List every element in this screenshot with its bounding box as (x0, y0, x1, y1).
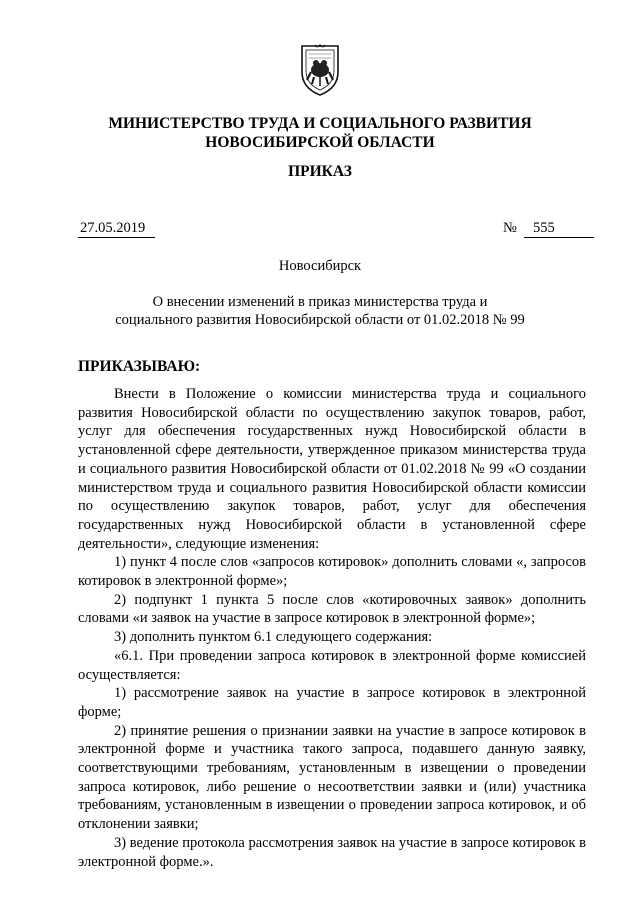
paragraph: 1) рассмотрение заявок на участие в запросе котировок в электронной форме; (78, 685, 586, 720)
city: Новосибирск (278, 258, 362, 274)
paragraph: 2) подпункт 1 пункта 5 после слов «котировочных заявок» дополнить словами «и заявок на участие в запросе котировок в электронной форме»; (78, 591, 586, 627)
document-subject (0, 293, 640, 329)
ministry-name-line1: МИНИСТЕРСТВО ТРУДА И СОЦИАЛЬНОГО РАЗВИТИЯ (108, 115, 532, 132)
document-date: 27.05.2019 (78, 219, 155, 238)
paragraph: 3) ведение протокола рассмотрения заявок на участие в запросе котировок в электронной форме.». (78, 834, 586, 870)
paragraph: «6.1. При проведении запроса котировок в электронной форме комиссией осуществляется: (78, 647, 586, 683)
paragraph: Внести в Положение о комиссии министерства труда и социального развития Новосибирской области по осуществлению закупок товаров, работ, услуг для обеспечения государственных нужд Новосибирской области в установленной сфере деятельности, утвержденное приказом министерства труда и социального развития Новосибирской области от 01.02.2018 № 99 «О создании министерством труда и социального развития Новосибирской области комиссии по осуществлению закупок товаров, работ, услуг для обеспечения государственных нужд Новосибирской области в установленной сфере деятельности», следующие изменения: (78, 386, 586, 552)
ministry-name (0, 114, 640, 152)
order-word: ПРИКАЗЫВАЮ: (78, 358, 201, 375)
number-label: № (503, 220, 517, 236)
paragraph: 1) пункт 4 после слов «запросов котировок» дополнить словами «, запросов котировок в электронной форме»; (78, 554, 586, 590)
document-number: 555 (524, 219, 594, 238)
ministry-name-line2: НОВОСИБИРСКОЙ ОБЛАСТИ (205, 134, 435, 151)
paragraph: 3) дополнить пунктом 6.1 следующего содержания: (114, 629, 433, 646)
document-body (78, 385, 586, 871)
paragraph: 2) принятие решения о признании заявки на участие в запросе котировок в электронной форме и участника такого запроса, подавшего данную заявку, соответствующими требованиям, установленным в извещении о проведении запроса котировок, либо решение о несоответствии заявки и (или) участника требованиям, установленным в извещении о проведении запроса котировок, и об отклонении заявки; (78, 722, 586, 833)
subject-line2: социального развития Новосибирской области от 01.02.2018 № 99 (115, 312, 525, 328)
subject-line1: О внесении изменений в приказ министерства труда и (152, 294, 488, 310)
document-type: ПРИКАЗ (288, 163, 352, 180)
coat-of-arms-icon (297, 42, 343, 98)
